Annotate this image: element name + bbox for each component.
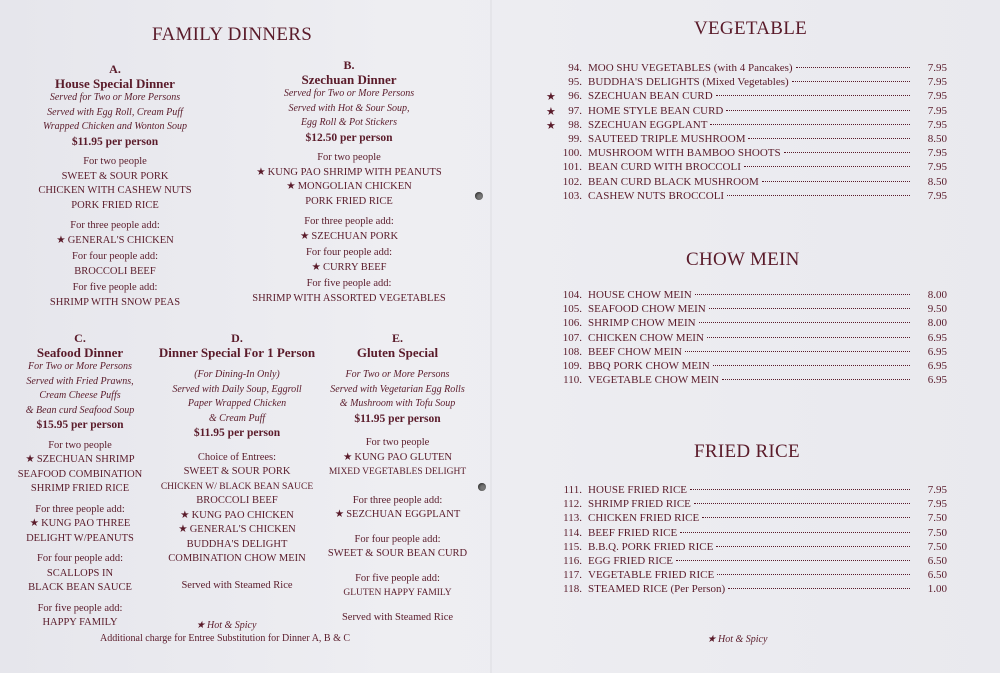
dinner-d-letter: D. [231, 331, 243, 345]
dinner-e-desc-1: For Two or More Persons [345, 369, 450, 380]
dinner-c-letter: C. [74, 331, 86, 345]
item-price: 8.50 [927, 133, 947, 145]
item-name: SHRIMP FRIED RICE [588, 498, 691, 511]
dinner-a-desc-3: Wrapped Chicken and Wonton Soup [42, 121, 188, 132]
dinner-c-three-entree-2: DELIGHT W/PEANUTS [26, 532, 134, 544]
dinner-a-price: $11.95 per person [71, 135, 159, 148]
dot-leader [680, 532, 910, 533]
dinner-b-name: Szechuan Dinner [301, 71, 397, 87]
item-number: 103. [562, 189, 582, 202]
menu-item-row [552, 303, 947, 317]
dinner-c-four-label: For four people add: [36, 553, 124, 564]
menu-item-row [552, 190, 947, 204]
dinner-a-five-label: For five people add: [72, 282, 158, 293]
menu-item-row [552, 541, 947, 555]
item-number: 106. [562, 317, 582, 330]
dinner-e-three-label: For three people add: [352, 494, 443, 506]
dot-leader [676, 560, 910, 561]
item-number: 107. [562, 331, 582, 344]
menu-item-row [552, 147, 947, 161]
item-price: 1.00 [927, 583, 947, 596]
item-name: SZECHUAN EGGPLANT [588, 118, 708, 131]
item-name: BEEF CHOW MEIN [588, 345, 682, 358]
dot-leader [690, 489, 910, 490]
item-name: HOUSE FRIED RICE [588, 484, 688, 496]
item-price: 7.95 [927, 147, 947, 160]
dinner-b-five-entree: SHRIMP WITH ASSORTED VEGETABLES [252, 292, 446, 304]
dinner-a-name: House Special Dinner [55, 75, 175, 91]
dinner-b-entree: ★ MONGOLIAN CHICKEN [240, 180, 458, 195]
item-number: 104. [562, 289, 582, 301]
menu-item-row [552, 527, 947, 541]
dot-leader [796, 67, 910, 68]
dot-leader [710, 124, 910, 125]
dinner-c-four-entree-1: SCALLOPS IN [46, 567, 114, 579]
dinner-d-choice: ★ GENERAL'S CHICKEN [152, 523, 322, 538]
dinner-c-four-entree-2: BLACK BEAN SAUCE [28, 582, 132, 593]
item-price: 6.95 [927, 331, 947, 344]
menu-item-row [552, 76, 947, 90]
item-name: BBQ PORK CHOW MEIN [588, 360, 710, 372]
item-price: 8.00 [927, 289, 947, 301]
dinner-a-three-label: For three people add: [70, 220, 160, 231]
dinner-e-four-entree: SWEET & SOUR BEAN CURD [327, 548, 468, 559]
dinner-e-letter: E. [391, 331, 403, 345]
dinner-b-desc-3: Egg Roll & Pot Stickers [300, 117, 398, 128]
dot-leader [728, 588, 910, 589]
dinner-d [152, 331, 322, 593]
item-number: 101. [562, 161, 582, 174]
item-name: VEGETABLE CHOW MEIN [588, 374, 719, 387]
dot-leader [707, 337, 910, 338]
item-number: 114. [563, 526, 582, 539]
dinner-e [315, 331, 480, 625]
dot-leader [722, 379, 910, 380]
item-name: SAUTEED TRIPLE MUSHROOM [588, 133, 746, 145]
item-number: 111. [563, 484, 582, 496]
dinner-c-desc-3: Cream Cheese Puffs [39, 390, 121, 401]
item-name: STEAMED RICE (Per Person) [588, 583, 726, 596]
item-price: 6.95 [927, 345, 947, 358]
dinner-b-five-label: For five people add: [306, 278, 392, 289]
item-price: 7.50 [927, 540, 947, 553]
menu-item-row [552, 374, 947, 388]
dinner-b-price: $12.50 per person [305, 131, 393, 144]
menu-item-row [552, 360, 947, 374]
dinner-c-entree: SHRIMP FRIED RICE [30, 483, 130, 494]
item-name: BEEF FRIED RICE [588, 526, 678, 539]
dinner-e-five-label: For five people add: [355, 572, 440, 584]
dinner-c-name: Seafood Dinner [36, 344, 124, 360]
dinner-a-entree: CHICKEN WITH CASHEW NUTS [38, 185, 192, 196]
dinner-e-desc-2: Served with Vegetarian Egg Rolls [330, 383, 465, 395]
item-price: 6.95 [927, 374, 947, 387]
dinner-c-three-entree-1: ★ KUNG PAO THREE [10, 517, 150, 532]
fried-rice-title: FRIED RICE [694, 441, 800, 462]
dot-leader [709, 308, 910, 309]
item-price: 9.50 [927, 303, 947, 316]
dinner-a-two-label: For two people [83, 156, 147, 167]
dinner-c-price: $15.95 per person [36, 419, 124, 431]
item-name: HOUSE CHOW MEIN [588, 289, 692, 301]
item-price: 6.50 [927, 555, 947, 567]
dinner-d-choice: SWEET & SOUR PORK [183, 466, 291, 477]
dinner-c-desc-2: Served with Fried Prawns, [26, 375, 134, 387]
dinner-b-four-label: For four people add: [305, 247, 393, 258]
item-price: 7.95 [927, 484, 947, 496]
dinner-e-price: $11.95 per person [354, 412, 441, 425]
dinner-e-desc-3: & Mushroom with Tofu Soup [339, 398, 456, 409]
family-dinners-title: FAMILY DINNERS [152, 24, 313, 45]
item-name: BEAN CURD BLACK MUSHROOM [588, 175, 759, 188]
menu-item-row [552, 498, 947, 512]
dot-leader [726, 110, 910, 111]
dinner-a-entree: SWEET & SOUR PORK [61, 170, 169, 182]
dinner-e-rice: Served with Steamed Rice [341, 611, 454, 623]
dinner-d-desc-1: (For Dining-In Only) [194, 369, 280, 380]
item-number: 110. [563, 374, 582, 387]
dot-leader [713, 365, 910, 366]
spicy-star-icon: ★ [546, 91, 556, 104]
dinner-d-choice: CHICKEN W/ BLACK BEAN SAUCE [160, 481, 314, 492]
dinner-a-desc-2: Served with Egg Roll, Cream Puff [47, 106, 183, 118]
item-number: 113. [563, 512, 582, 525]
dot-leader [762, 181, 910, 182]
menu-item-row [552, 289, 947, 303]
item-name: BUDDHA'S DELIGHTS (Mixed Vegetables) [588, 76, 789, 89]
item-name: VEGETABLE FRIED RICE [588, 569, 715, 582]
dinner-a-five-entree: SHRIMP WITH SNOW PEAS [49, 296, 181, 308]
spicy-star-icon: ★ [546, 119, 556, 132]
item-price: 8.00 [927, 317, 947, 330]
dinner-d-rice: Served with Steamed Rice [181, 579, 293, 591]
dot-leader [699, 322, 910, 323]
dinner-e-entree: MIXED VEGETABLES DELIGHT [328, 467, 467, 477]
item-name: MOO SHU VEGETABLES (with 4 Pancakes) [588, 62, 793, 74]
item-name: SZECHUAN BEAN CURD [588, 90, 713, 103]
dinner-c-five-entree: HAPPY FAMILY [42, 617, 118, 628]
dinner-b-desc-2: Served with Hot & Sour Soup, [288, 102, 410, 114]
dinner-a-entree: PORK FRIED RICE [71, 199, 159, 211]
item-number: 95. [568, 76, 582, 89]
dinner-e-entree: ★ KUNG PAO GLUTEN [315, 451, 480, 466]
menu-item-row [552, 161, 947, 175]
item-price: 7.50 [927, 526, 947, 539]
dinner-c-three-label: For three people add: [35, 503, 125, 515]
dot-leader [784, 152, 910, 153]
dinner-b-letter: B. [343, 58, 355, 72]
dinner-b-three-label: For three people add: [304, 216, 394, 227]
dinner-b-four-entree: ★ CURRY BEEF [240, 261, 458, 276]
menu-item-row [552, 569, 947, 583]
item-name: CHICKEN CHOW MEIN [588, 331, 704, 344]
dinner-c-desc-1: For Two or More Persons [28, 361, 132, 372]
item-name: MUSHROOM WITH BAMBOO SHOOTS [588, 147, 781, 160]
dinner-c-entree: ★ SZECHUAN SHRIMP [10, 453, 150, 468]
item-name: EGG FRIED RICE [588, 555, 673, 567]
item-price: 7.50 [927, 512, 947, 525]
dinner-d-desc-4: & Cream Puff [208, 412, 266, 424]
dot-leader [727, 195, 910, 196]
menu-item-row [552, 583, 947, 597]
dinner-b-desc-1: Served for Two or More Persons [283, 88, 415, 99]
dinner-e-two-label: For two people [365, 437, 430, 448]
item-name: SEAFOOD CHOW MEIN [588, 303, 706, 316]
dinner-d-name: Dinner Special For 1 Person [158, 344, 316, 360]
item-number: 102. [562, 175, 582, 188]
item-price: 7.95 [927, 498, 947, 511]
item-name: HOME STYLE BEAN CURD [588, 104, 724, 117]
menu-item-row [552, 133, 947, 147]
item-name: BEAN CURD WITH BROCCOLI [588, 161, 741, 174]
dinner-a-desc-1: Served for Two or More Persons [49, 92, 181, 103]
item-number: 97. [568, 104, 582, 117]
item-number: 112. [563, 498, 582, 511]
item-number: 100. [562, 147, 582, 160]
dinner-d-choice: BUDDHA'S DELIGHT [186, 538, 288, 550]
dinner-b [240, 58, 458, 306]
item-price: 6.50 [927, 569, 947, 582]
menu-item-row [552, 512, 947, 526]
dinner-d-desc-2: Served with Daily Soup, Eggroll [172, 383, 302, 395]
dot-leader [685, 351, 910, 352]
item-number: 116. [563, 555, 582, 567]
dot-leader [716, 546, 910, 547]
dinner-a-four-label: For four people add: [71, 251, 159, 262]
dinner-d-choice: COMBINATION CHOW MEIN [168, 553, 306, 564]
hot-spicy-note-left: ★ Hot & Spicy [196, 620, 256, 631]
page-fold [490, 0, 492, 673]
dot-leader [748, 138, 910, 139]
menu-item-row [552, 317, 947, 331]
dinner-b-two-label: For two people [317, 152, 381, 163]
item-price: 7.95 [927, 118, 947, 131]
dinner-d-choice: ★ KUNG PAO CHICKEN [152, 509, 322, 524]
dinner-b-three-entree: ★ SZECHUAN PORK [240, 230, 458, 245]
dinner-d-price: $11.95 per person [193, 427, 281, 439]
dinner-d-choice-label: Choice of Entrees: [197, 451, 277, 463]
menu-item-row [552, 346, 947, 360]
dot-leader [716, 95, 910, 96]
item-price: 7.95 [927, 189, 947, 202]
item-name: B.B.Q. PORK FRIED RICE [588, 540, 714, 553]
dot-leader [695, 294, 910, 295]
item-number: 115. [563, 540, 582, 553]
dinner-c [10, 331, 150, 631]
dot-leader [792, 81, 910, 82]
menu-item-row [552, 484, 947, 498]
menu-item-row [552, 105, 947, 119]
chow-mein-title: CHOW MEIN [686, 249, 800, 270]
dot-leader [744, 166, 910, 167]
item-number: 117. [563, 569, 582, 582]
dot-leader [702, 517, 910, 518]
menu-item-row [552, 119, 947, 133]
dinner-e-name: Gluten Special [356, 344, 439, 360]
item-price: 7.95 [927, 104, 947, 117]
dot-leader [694, 503, 910, 504]
dinner-d-choice: BROCCOLI BEEF [196, 495, 278, 506]
dinner-a [30, 62, 200, 310]
substitution-note: Additional charge for Entree Substitution for Dinner A, B & C [100, 633, 351, 644]
item-name: CASHEW NUTS BROCCOLI [588, 189, 725, 202]
spicy-star-icon: ★ [546, 105, 556, 118]
dinner-e-four-label: For four people add: [354, 533, 441, 545]
menu-item-row [552, 176, 947, 190]
item-price: 7.95 [927, 62, 947, 74]
dot-leader [717, 574, 910, 575]
dinner-d-desc-3: Paper Wrapped Chicken [187, 398, 287, 409]
dinner-c-entree: SEAFOOD COMBINATION [17, 468, 143, 480]
item-number: 96. [568, 90, 582, 103]
dinner-e-five-entree: GLUTEN HAPPY FAMILY [343, 588, 452, 598]
dinner-a-four-entree: BROCCOLI BEEF [74, 265, 156, 277]
binder-hole [475, 192, 483, 200]
item-number: 98. [568, 118, 582, 131]
dinner-a-letter: A. [109, 62, 121, 76]
item-number: 109. [562, 360, 582, 372]
menu-item-row [552, 332, 947, 346]
item-price: 7.95 [927, 76, 947, 89]
item-price: 6.95 [927, 360, 947, 372]
item-number: 108. [562, 345, 582, 358]
dinner-e-three-entree: ★ SEZCHUAN EGGPLANT [315, 508, 480, 523]
menu-item-row [552, 62, 947, 76]
hot-spicy-note-right: ★ Hot & Spicy [707, 634, 767, 645]
item-price: 8.50 [927, 175, 947, 188]
dinner-c-two-label: For two people [48, 439, 112, 451]
item-price: 7.95 [927, 90, 947, 103]
item-name: SHRIMP CHOW MEIN [588, 317, 696, 330]
dinner-c-five-label: For five people add: [37, 602, 123, 614]
item-number: 99. [568, 133, 582, 145]
dinner-c-desc-4: & Bean curd Seafood Soup [25, 404, 135, 416]
dinner-b-entree: PORK FRIED RICE [305, 195, 393, 207]
menu-item-row [552, 555, 947, 569]
item-number: 94. [568, 62, 582, 74]
dinner-a-three-entree: ★ GENERAL'S CHICKEN [30, 234, 200, 249]
menu-item-row [552, 90, 947, 104]
dinner-b-entree: ★ KUNG PAO SHRIMP WITH PEANUTS [240, 166, 458, 181]
item-name: CHICKEN FRIED RICE [588, 512, 700, 525]
item-price: 7.95 [927, 161, 947, 174]
item-number: 118. [563, 583, 582, 596]
item-number: 105. [562, 303, 582, 316]
vegetable-title: VEGETABLE [694, 18, 808, 39]
